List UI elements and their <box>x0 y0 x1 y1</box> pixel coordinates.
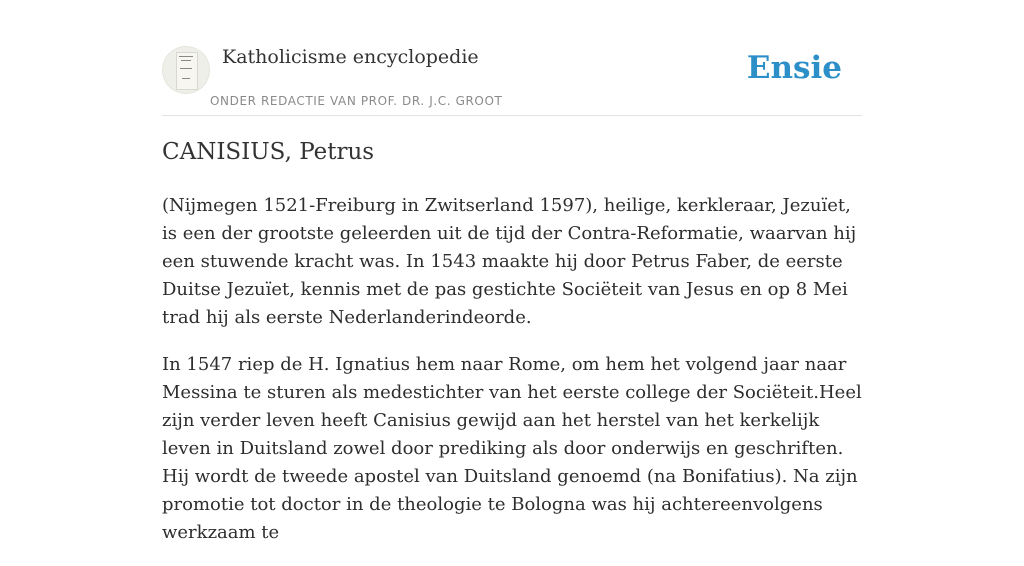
encyclopedia-title[interactable]: Katholicisme encyclopedie <box>222 46 479 68</box>
article-paragraph: In 1547 riep de H. Ignatius hem naar Rome, om hem het volgend jaar naar Messina te sturen als medestichter van het eerste college der Sociëteit.Heel zijn verder leven heeft Canisius gewijd aan het herstel van het kerkelijk leven in Duitsland zowel door prediking als door onderwijs en geschriften. Hij wordt de tweede apostel van Duitsland genoemd (na Bonifatius). Na zijn promotie tot doctor in de theologie te Bologna was hij achtereenvolgens werkzaam te <box>162 354 862 543</box>
book-cover <box>176 52 198 90</box>
cover-line <box>180 68 192 69</box>
cover-line <box>181 60 191 61</box>
brand-logo[interactable]: Ensie <box>746 50 842 86</box>
article-body <box>162 192 862 566</box>
site-header <box>162 38 862 116</box>
article-title: CANISIUS, Petrus <box>162 139 375 165</box>
cover-line <box>182 78 190 79</box>
article-paragraph: (Nijmegen 1521-Freiburg in Zwitserland 1597), heilige, kerkleraar, Jezuïet, is een der grootste geleerden uit de tijd der Contra-Reformatie, waarvan hij een stuwende kracht was. In 1543 maakte hij door Petrus Faber, de eerste Duitse Jezuïet, kennis met de pas gestichte Sociëteit van Jesus en op 8 Mei trad hij als eerste Nederlanderindeorde. <box>162 195 857 328</box>
book-cover-icon[interactable] <box>162 46 210 94</box>
cover-line <box>179 56 193 57</box>
editor-line: ONDER REDACTIE VAN PROF. DR. J.C. GROOT <box>210 94 503 108</box>
